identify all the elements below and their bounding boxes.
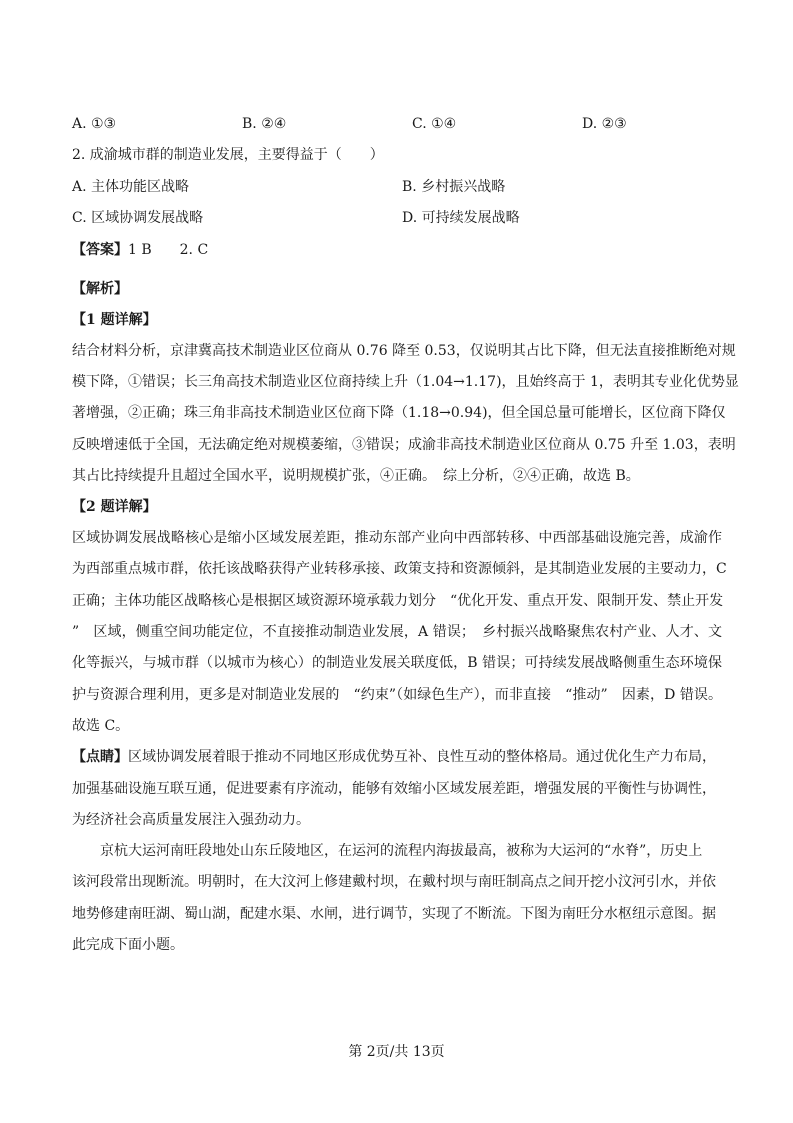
detail2-line: ” 区域，侧重空间功能定位，不直接推动制造业发展，A 错误； 乡村振兴战略聚焦农村产业、人才、文 bbox=[72, 624, 722, 640]
q2-stem: 2. 成渝城市群的制造业发展，主要得益于（ ） bbox=[72, 147, 384, 163]
comment-line: 为经济社会高质量发展注入强劲动力。 bbox=[72, 812, 310, 828]
page-footer: 第 2页/共 13页 bbox=[348, 1044, 445, 1060]
analysis-heading: 【解析】 bbox=[72, 281, 128, 297]
q2-option-a: A. 主体功能区战略 bbox=[72, 179, 190, 195]
detail1-heading: 【1 题详解】 bbox=[72, 312, 157, 328]
detail2-line: 化等振兴，与城市群（以城市为核心）的制造业发展关联度低，B 错误；可持续发展战略侧重生态环境保 bbox=[72, 655, 722, 671]
detail1-line: 结合材料分析，京津冀高技术制造业区位商从 0.76 降至 0.53，仅说明其占比下降，但无法直接推断绝对规 bbox=[72, 343, 736, 359]
q1-option-b: B. ②④ bbox=[242, 116, 287, 132]
passage-line: 此完成下面小题。 bbox=[72, 937, 184, 953]
q1-option-a: A. ①③ bbox=[72, 116, 117, 132]
comment-line: 加强基础设施互联互通，促进要素有序流动，能够有效缩小区域发展差距，增强发展的平衡性与协调性， bbox=[72, 781, 716, 797]
q1-option-d: D. ②③ bbox=[582, 116, 627, 132]
comment-heading: 【点睛】 bbox=[72, 749, 128, 765]
answer-line bbox=[72, 241, 208, 259]
answer-tag: 【答案】 bbox=[72, 242, 128, 258]
q2-option-d: D. 可持续发展战略 bbox=[402, 210, 520, 226]
q2-option-b: B. 乡村振兴战略 bbox=[402, 179, 506, 195]
passage-line: 该河段常出现断流。明朝时，在大汶河上修建戴村坝，在戴村坝与南旺制高点之间开挖小汶河引水，并依 bbox=[72, 874, 716, 890]
detail2-line: 为西部重点城市群，依托该战略获得产业转移承接、政策支持和资源倾斜，是其制造业发展的主要动力，C bbox=[72, 561, 727, 577]
detail1-line: 反映增速低于全国，无法确定绝对规模萎缩，③错误；成渝非高技术制造业区位商从 0.75 升至 1.03，表明 bbox=[72, 437, 736, 453]
passage-line: 地势修建南旺湖、蜀山湖，配建水渠、水闸，进行调节，实现了不断流。下图为南旺分水枢纽示意图。据 bbox=[72, 906, 716, 922]
detail1-line: 著增强，②正确；珠三角非高技术制造业区位商下降（1.18→0.94)，但全国总量可能增长，区位商下降仅 bbox=[72, 405, 726, 421]
answer-text: 1 B 2. C bbox=[128, 242, 209, 258]
detail2-line: 护与资源合理利用，更多是对制造业发展的 “约束”（如绿色生产），而非直接 “推动” 因素，D 错误。 bbox=[72, 687, 722, 703]
q2-option-c: C. 区域协调发展战略 bbox=[72, 210, 204, 226]
detail2-line: 区域协调发展战略核心是缩小区域发展差距，推动东部产业向中西部转移、中西部基础设施完善，成渝作 bbox=[72, 530, 722, 546]
comment-text: 区域协调发展着眼于推动不同地区形成优势互补、良性互动的整体格局。通过优化生产力布局， bbox=[128, 749, 716, 765]
detail2-line: 故选 C。 bbox=[72, 718, 130, 734]
q1-option-c: C. ①④ bbox=[412, 116, 457, 132]
detail2-heading: 【2 题详解】 bbox=[72, 499, 157, 515]
comment-line-first bbox=[72, 748, 722, 766]
detail1-line: 模下降，①错误；长三角高技术制造业区位商持续上升（1.04→1.17)，且始终高于 1，表明其专业化优势显 bbox=[72, 374, 739, 390]
detail2-line: 正确；主体功能区战略核心是根据区域资源环境承载力划分 “优化开发、重点开发、限制开发、禁止开发 bbox=[72, 593, 724, 609]
passage-line: 京杭大运河南旺段地处山东丘陵地区，在运河的流程内海拔最高，被称为大运河的“水脊”，历史上 bbox=[100, 843, 703, 859]
detail1-line: 其占比持续提升且超过全国水平，说明规模扩张，④正确。 综上分析，②④正确，故选 B。 bbox=[72, 468, 640, 484]
